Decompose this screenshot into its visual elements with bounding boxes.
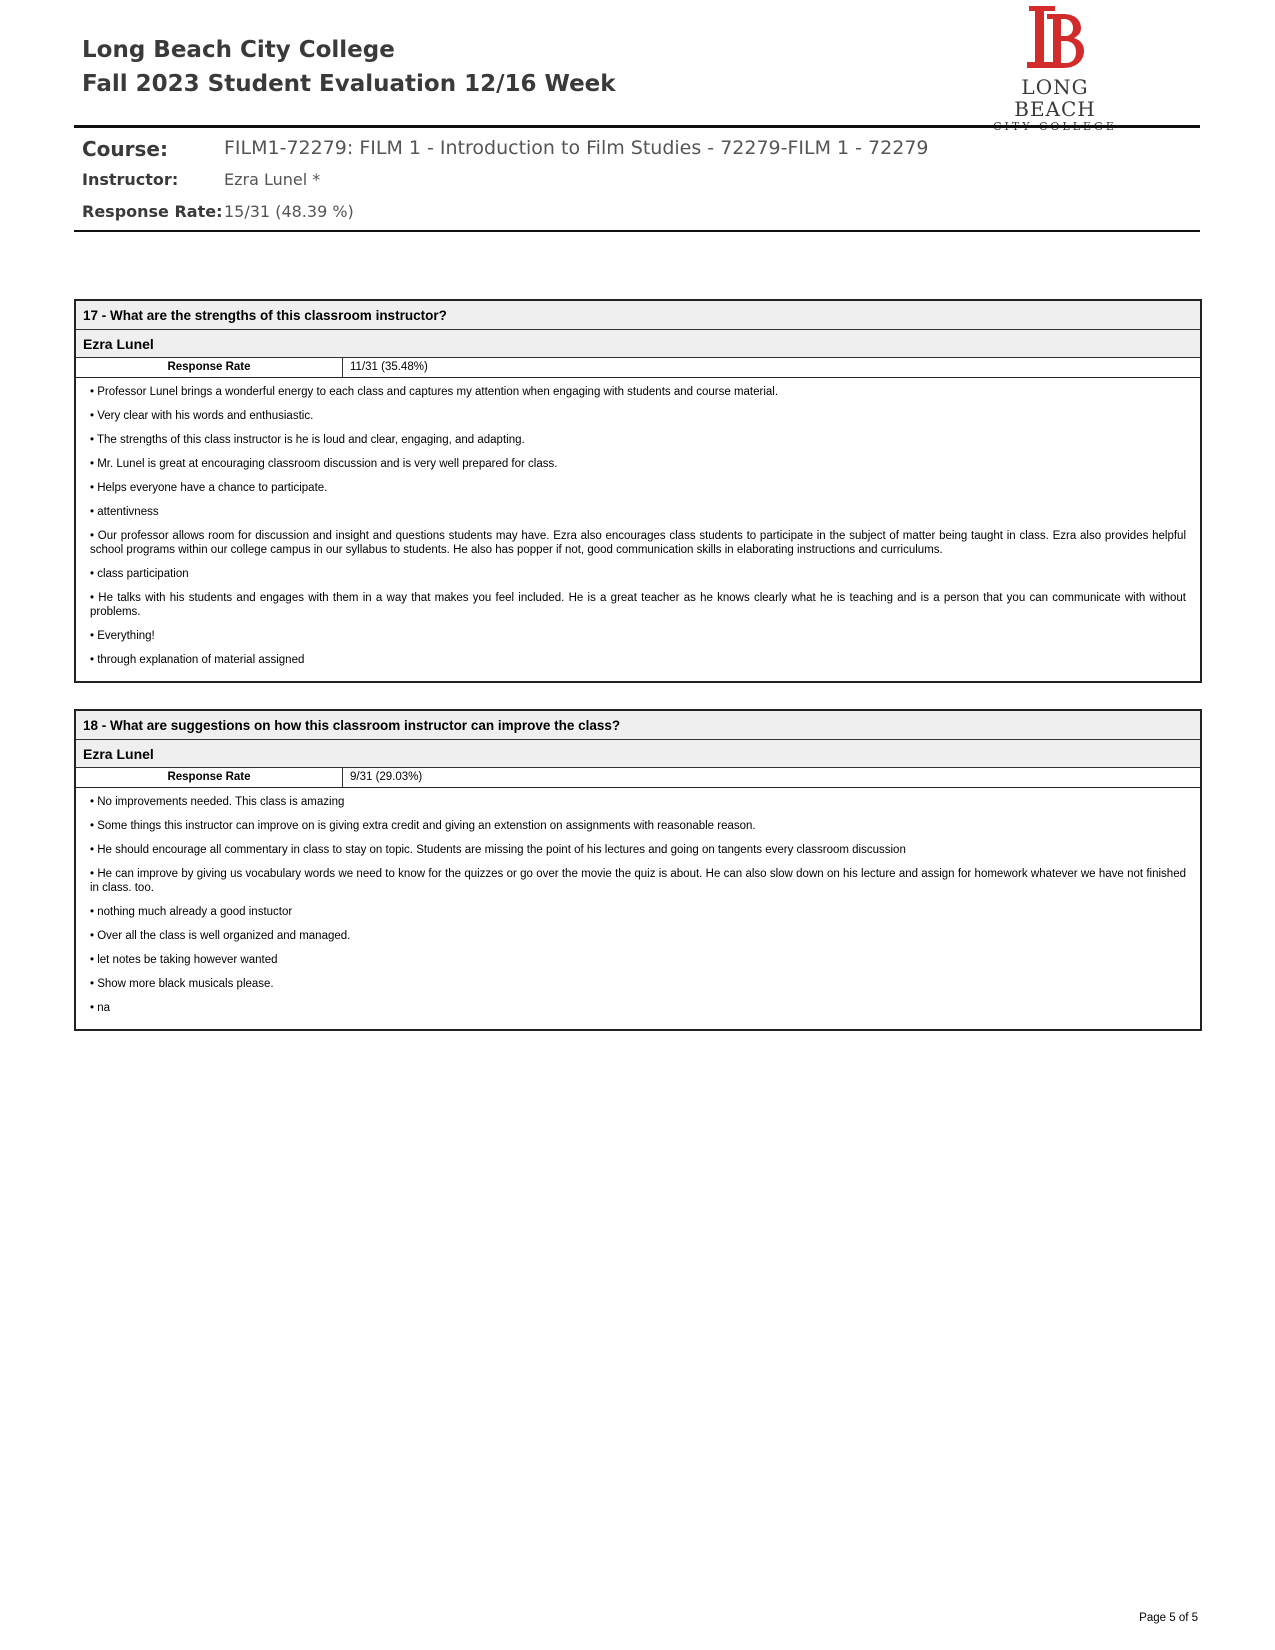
response-rate-label: Response Rate: bbox=[82, 202, 223, 221]
response-rate-value: 11/31 (35.48%) bbox=[350, 361, 428, 373]
comment-item: • Over all the class is well organized and managed. bbox=[90, 930, 351, 942]
question-instructor: Ezra Lunel bbox=[76, 330, 1200, 358]
comment-item: • class participation bbox=[90, 568, 189, 580]
instructor-label: Instructor: bbox=[82, 170, 179, 189]
comment-item: • He talks with his students and engages with them in a way that makes you feel included. He is a great teacher as he knows clearly what he is teaching and is a person that you can communicate with without problems. bbox=[90, 592, 1186, 618]
comment-item: • Helps everyone have a chance to participate. bbox=[90, 482, 328, 494]
comment-item: • nothing much already a good instuctor bbox=[90, 906, 293, 918]
response-rate-value: 15/31 (48.39 %) bbox=[224, 202, 354, 221]
comment-item: • Everything! bbox=[90, 630, 155, 642]
instructor-value: Ezra Lunel * bbox=[224, 170, 321, 189]
comment-item: • Very clear with his words and enthusiastic. bbox=[90, 410, 314, 422]
comment-item: • He should encourage all commentary in class to stay on topic. Students are missing the point of his lectures and going on tangents every classroom discussion bbox=[90, 844, 906, 856]
comment-item: • na bbox=[90, 1002, 111, 1014]
header-divider bbox=[74, 125, 1200, 128]
lb-monogram-icon bbox=[1023, 4, 1087, 74]
comment-item: • He can improve by giving us vocabulary words we need to know for the quizzes or go over the movie the quiz is about. He can also slow down on his lecture and assign for homework whatever we have not finished in class. too. bbox=[90, 868, 1186, 894]
course-label: Course: bbox=[82, 137, 168, 161]
course-value: FILM1-72279: FILM 1 - Introduction to Film Studies - 72279-FILM 1 - 72279 bbox=[224, 137, 929, 159]
college-name: Long Beach City College bbox=[82, 37, 395, 63]
question-block-18 bbox=[74, 709, 1202, 1031]
comment-item: • Professor Lunel brings a wonderful energy to each class and captures my attention when engaging with students and course material. bbox=[90, 386, 779, 398]
response-rate-value: 9/31 (29.03%) bbox=[350, 771, 423, 783]
college-logo bbox=[985, 4, 1125, 119]
comment-item: • through explanation of material assigned bbox=[90, 654, 305, 666]
comment-item: • let notes be taking however wanted bbox=[90, 954, 278, 966]
question-title: 18 - What are suggestions on how this classroom instructor can improve the class? bbox=[76, 711, 1200, 740]
comment-item: • No improvements needed. This class is amazing bbox=[90, 796, 345, 808]
report-title bbox=[82, 33, 616, 101]
info-divider bbox=[74, 230, 1200, 232]
question-instructor: Ezra Lunel bbox=[76, 740, 1200, 768]
response-rate-label: Response Rate bbox=[76, 358, 343, 377]
evaluation-title: Fall 2023 Student Evaluation 12/16 Week bbox=[82, 71, 616, 97]
comment-item: • Mr. Lunel is great at encouraging classroom discussion and is very well prepared for class. bbox=[90, 458, 558, 470]
question-title: 17 - What are the strengths of this classroom instructor? bbox=[76, 301, 1200, 330]
question-response-rate bbox=[76, 768, 1200, 788]
comment-list bbox=[76, 378, 1200, 681]
comment-item: • Show more black musicals please. bbox=[90, 978, 274, 990]
comment-item: • attentivness bbox=[90, 506, 159, 518]
comment-item: • Our professor allows room for discussion and insight and questions students may have. Ezra also encourages class students to participate in the subject of matter being taught in class. Ezra also provides helpful school programs within our college campus in our syllabus to students. He also has popper if not, good communication skills in elaborating instructions and curriculums. bbox=[90, 530, 1186, 556]
logo-text-primary: LONG BEACH bbox=[1014, 75, 1096, 121]
comment-list bbox=[76, 788, 1200, 1029]
response-rate-label: Response Rate bbox=[76, 768, 343, 787]
page-number: Page 5 of 5 bbox=[1139, 1612, 1198, 1624]
question-block-17 bbox=[74, 299, 1202, 683]
comment-item: • The strengths of this class instructor is he is loud and clear, engaging, and adapting. bbox=[90, 434, 525, 446]
question-response-rate bbox=[76, 358, 1200, 378]
comment-item: • Some things this instructor can improve on is giving extra credit and giving an extenstion on assignments with reasonable reason. bbox=[90, 820, 756, 832]
